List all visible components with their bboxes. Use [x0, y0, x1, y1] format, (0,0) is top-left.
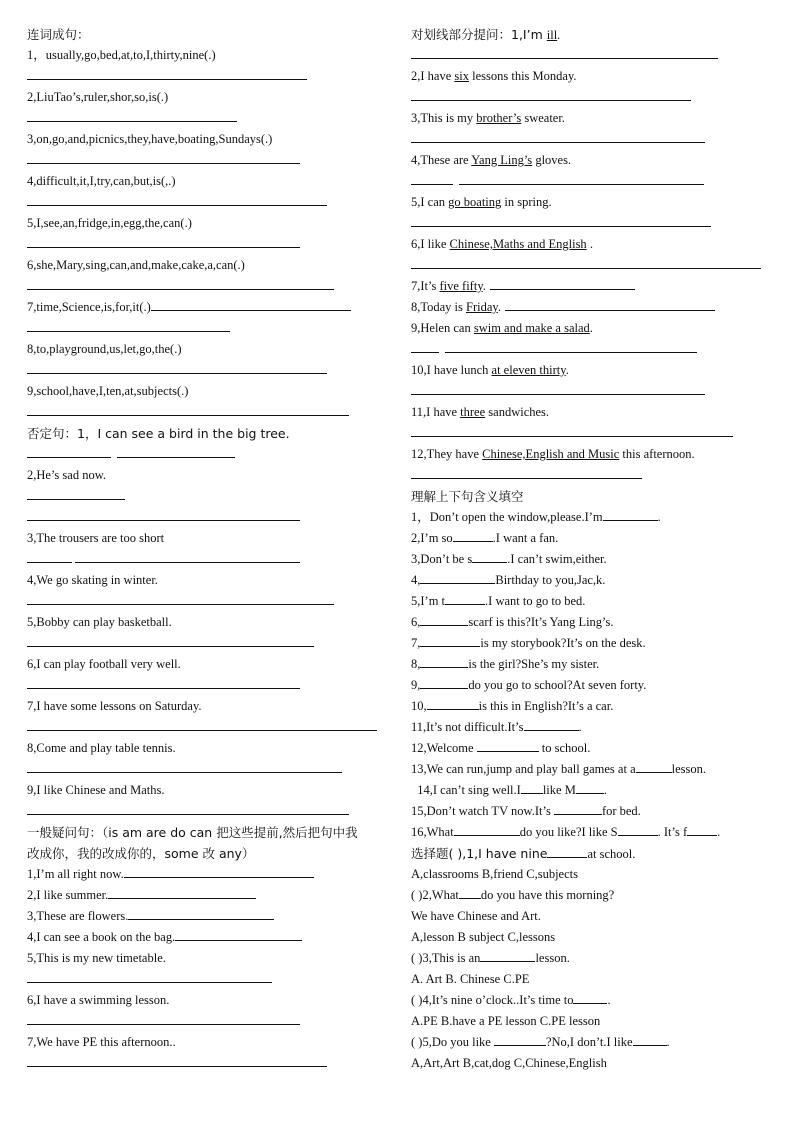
- exercise-item: 3,These are flowers.: [27, 909, 129, 923]
- exercise-text: 12,Welcome: [411, 741, 477, 755]
- answer-blank[interactable]: [411, 213, 711, 227]
- underlined-part: at eleven thirty: [491, 363, 566, 377]
- answer-blank[interactable]: [108, 885, 256, 899]
- left-column: [27, 24, 387, 1074]
- answer-blank[interactable]: [27, 150, 300, 164]
- answer-blank[interactable]: [427, 696, 479, 710]
- exercise-item: 7,We have PE this afternoon..: [27, 1035, 176, 1049]
- answer-blank[interactable]: [151, 297, 351, 311]
- exercise-text: ( )2,What: [411, 888, 459, 902]
- exercise-item: 6,I have a swimming lesson.: [27, 993, 170, 1007]
- answer-blank[interactable]: [175, 927, 302, 941]
- answer-blank[interactable]: [27, 507, 300, 521]
- exercise-text: 9,Helen can: [411, 321, 474, 335]
- exercise-text: do you have this morning?: [480, 888, 615, 902]
- exercise-text: 8,: [411, 657, 421, 671]
- exercise-item: 3,on,go,and,picnics,they,have,boating,Sundays(.): [27, 132, 273, 146]
- exercise-item: 9,school,have,I,ten,at,subjects(.): [27, 384, 189, 398]
- exercise-text: is my storybook?It’s on the desk.: [480, 636, 646, 650]
- answer-blank[interactable]: [27, 192, 327, 206]
- exercise-text: to school.: [538, 741, 591, 755]
- answer-blank[interactable]: [27, 402, 349, 416]
- exercise-text: 5,I’m t: [411, 594, 446, 608]
- exercise-text: ( )4,It’s nine o’clock..It’s time to: [411, 993, 574, 1007]
- underlined-part: five fifty: [439, 279, 483, 293]
- exercise-text: 9,: [411, 678, 421, 692]
- exercise-text: 3,This is my: [411, 111, 477, 125]
- answer-blank[interactable]: [117, 444, 235, 458]
- section-title-yes-no-question: 一般疑问句：（is am are do can 把这些提前,然后把句中我: [27, 825, 358, 840]
- underlined-part: Chinese,Maths and English: [449, 237, 587, 251]
- answer-blank[interactable]: [420, 570, 495, 584]
- exercise-item: 4,We go skating in winter.: [27, 573, 158, 587]
- exercise-text: We have Chinese and Art.: [411, 909, 541, 923]
- answer-blank[interactable]: [618, 822, 658, 836]
- answer-blank[interactable]: [27, 591, 334, 605]
- answer-blank[interactable]: [27, 969, 272, 983]
- right-column: 对划线部分提问：1,I’m ill. 2,I have six lessons this Monday. 3,This is my brother’s sweater. 4,These are Yang Ling’s gloves. 5,I can go boating in spring. 6,I like Chinese,Maths and English . 7,It’s five fifty. 8,Today is Friday. 9,Helen can swim and make a salad. 10,I have lunch at eleven thirty. 11,I have three sandwiches. 12,They have Chinese,English and Music this afternoon. 理解上下句含义填空 1，Don’t open the window,please.I’m . 2,I’m so .I want a fan. 3,Don’t be s .I can’t swim,either. 4, Birthday to you,Jac,k. 5,I’m t .I want to go to bed. 6, scarf is this?It’s Yang Ling’s. 7, is my storybook?It’s on the desk. 8, is the girl?She’s my sister. 9, do you go to school?At seven forty. 10, is this in English?It’s a car. 11,It’s not difficult.It’s . 12,Welcome to school. 13,We can run,jump and play ball games at a lesson. 14,I can’t sing well.I like M . 15,Don’t watch TV now.It’s for bed. 16,What do you like?I like S . It’s f . 选择题( ),1,I have nine at school. A,classrooms B,friend C,subjects ( )2,What do you have this morning? We have Chinese and Art. A,lesson B subject C,lessons ( )3,This is an lesson. A. Art B. Chinese C.PE ( )4,It’s nine o’clock..It’s time to . A.PE B.have a PE lesson C.PE lesson ( )5,Do you like ?No,I don’t.I like . A,Art,Art B,cat,dog C,Chinese,English: [411, 24, 771, 1074]
- underlined-part: Friday: [466, 300, 498, 314]
- underlined-part: go boating: [448, 195, 502, 209]
- answer-blank[interactable]: [636, 759, 672, 773]
- exercise-text: sandwiches.: [485, 405, 550, 419]
- answer-blank[interactable]: [27, 444, 111, 458]
- exercise-text: gloves.: [532, 153, 572, 167]
- answer-blank[interactable]: [27, 675, 300, 689]
- exercise-item: 1，usually,go,bed,at,to,I,thirty,nine(.): [27, 48, 216, 62]
- exercise-text: .: [589, 321, 593, 335]
- section-title-negative: 否定句：1，I can see a bird in the big tree.: [27, 426, 290, 441]
- answer-blank[interactable]: [420, 633, 480, 647]
- answer-blank[interactable]: [27, 717, 377, 731]
- exercise-text: lessons this Monday.: [468, 69, 577, 83]
- exercise-text: 12,They have: [411, 447, 483, 461]
- exercise-text: ?No,I don’t.I like: [545, 1035, 633, 1049]
- exercise-text: 8,Today is: [411, 300, 467, 314]
- exercise-text: 3,Don’t be s: [411, 552, 473, 566]
- section-title-multiple-choice: 选择题( ),1,I have nine: [411, 846, 548, 861]
- answer-blank[interactable]: [505, 297, 715, 311]
- answer-blank[interactable]: [27, 318, 230, 332]
- exercise-item: 2,LiuTao’s,ruler,shor,so,is(.): [27, 90, 169, 104]
- answer-blank[interactable]: [27, 234, 300, 248]
- exercise-text: 13,We can run,jump and play ball games at a: [411, 762, 636, 776]
- exercise-item: 7,time,Science,is,for,it(.): [27, 300, 151, 314]
- answer-blank[interactable]: [27, 549, 72, 563]
- underlined-part: ill: [546, 28, 558, 42]
- answer-blank[interactable]: [687, 822, 717, 836]
- answer-blank[interactable]: [411, 255, 761, 269]
- exercise-text: .: [666, 1035, 670, 1049]
- exercise-text: in spring.: [501, 195, 552, 209]
- exercise-text: 11,It’s not difficult.It’s: [411, 720, 524, 734]
- exercise-item: 3,The trousers are too short: [27, 531, 165, 545]
- underlined-part: Chinese,English and Music: [482, 447, 620, 461]
- exercise-text: 4,: [411, 573, 421, 587]
- answer-blank[interactable]: [633, 1032, 667, 1046]
- answer-blank[interactable]: [411, 381, 705, 395]
- exercise-item: 4,difficult,it,I,try,can,but,is(,.): [27, 174, 176, 188]
- answer-blank[interactable]: [27, 801, 349, 815]
- exercise-item: 8,to,playground,us,let,go,the(.): [27, 342, 182, 356]
- answer-blank[interactable]: [411, 465, 642, 479]
- exercise-text: .: [497, 300, 501, 314]
- exercise-text: .: [607, 993, 611, 1007]
- section-title-context-fill: 理解上下句含义填空: [411, 489, 524, 504]
- exercise-text: 7,It’s: [411, 279, 440, 293]
- exercise-text: . It’s f: [657, 825, 688, 839]
- exercise-item: 2,I like summer.: [27, 888, 109, 902]
- exercise-text: 2,I’m so: [411, 531, 453, 545]
- underlined-part: six: [454, 69, 469, 83]
- exercise-item: 4,I can see a book on the bag.: [27, 930, 176, 944]
- answer-blank[interactable]: [554, 801, 602, 815]
- answer-blank[interactable]: [27, 108, 237, 122]
- answer-blank[interactable]: [480, 948, 535, 962]
- choice-options: A. Art B. Chinese C.PE: [411, 972, 530, 986]
- answer-blank[interactable]: [459, 171, 704, 185]
- exercise-text: 16,What: [411, 825, 454, 839]
- exercise-text: .I want a fan.: [492, 531, 559, 545]
- exercise-item: 5,I,see,an,fridge,in,egg,the,can(.): [27, 216, 192, 230]
- choice-options: A,Art,Art B,cat,dog C,Chinese,English: [411, 1056, 607, 1070]
- answer-blank[interactable]: [411, 129, 705, 143]
- answer-blank[interactable]: [411, 171, 453, 185]
- section-title-question-underlined: 对划线部分提问：1,I’m: [411, 27, 547, 42]
- answer-blank[interactable]: [573, 990, 607, 1004]
- answer-blank[interactable]: [494, 1032, 546, 1046]
- exercise-text: do you like?I like S: [519, 825, 618, 839]
- exercise-item: 7,I have some lessons on Saturday.: [27, 699, 202, 713]
- underlined-part: three: [460, 405, 486, 419]
- exercise-text: 6,: [411, 615, 421, 629]
- exercise-text: this afternoon.: [619, 447, 695, 461]
- answer-blank[interactable]: [490, 276, 635, 290]
- exercise-text: do you go to school?At seven forty.: [468, 678, 647, 692]
- choice-options: A,classrooms B,friend C,subjects: [411, 867, 578, 881]
- exercise-text: Birthday to you,Jac,k.: [495, 573, 606, 587]
- exercise-item: 9,I like Chinese and Maths.: [27, 783, 165, 797]
- answer-blank[interactable]: [547, 844, 587, 858]
- exercise-text: 7,: [411, 636, 421, 650]
- answer-blank[interactable]: [27, 633, 314, 647]
- answer-blank[interactable]: [603, 507, 658, 521]
- answer-blank[interactable]: [27, 486, 125, 500]
- exercise-text: is this in English?It’s a car.: [478, 699, 614, 713]
- exercise-text: at school.: [587, 847, 636, 861]
- answer-blank[interactable]: [472, 549, 507, 563]
- answer-blank[interactable]: [27, 66, 307, 80]
- exercise-text: sweater.: [521, 111, 565, 125]
- answer-blank[interactable]: [576, 780, 604, 794]
- answer-blank[interactable]: [459, 885, 481, 899]
- answer-blank[interactable]: [420, 675, 468, 689]
- exercise-text: .I want to go to bed.: [485, 594, 586, 608]
- exercise-item: 6,I can play football very well.: [27, 657, 181, 671]
- answer-blank[interactable]: [411, 45, 718, 59]
- exercise-text: like M: [542, 783, 576, 797]
- exercise-text: scarf is this?It’s Yang Ling’s.: [468, 615, 614, 629]
- underlined-part: Yang Ling’s: [471, 153, 533, 167]
- answer-blank[interactable]: [411, 423, 733, 437]
- answer-blank[interactable]: [124, 864, 314, 878]
- section-note: 改成你，我的改成你的，some 改 any）: [27, 846, 255, 861]
- answer-blank[interactable]: [411, 339, 439, 353]
- exercise-text: .: [565, 363, 569, 377]
- answer-blank[interactable]: [27, 276, 334, 290]
- exercise-text: 11,I have: [411, 405, 461, 419]
- exercise-text: is the girl?She’s my sister.: [468, 657, 600, 671]
- exercise-text: 2,I have: [411, 69, 455, 83]
- exercise-text: 10,: [411, 699, 427, 713]
- choice-options: A.PE B.have a PE lesson C.PE lesson: [411, 1014, 601, 1028]
- exercise-text: ( )5,Do you like: [411, 1035, 494, 1049]
- answer-blank[interactable]: [521, 780, 543, 794]
- answer-blank[interactable]: [27, 759, 342, 773]
- exercise-text: 10,I have lunch: [411, 363, 492, 377]
- answer-blank[interactable]: [453, 528, 493, 542]
- answer-blank[interactable]: [445, 339, 697, 353]
- exercise-text: .I can’t swim,either.: [507, 552, 607, 566]
- section-title-sentence-building: 连词成句：: [27, 27, 90, 42]
- answer-blank[interactable]: [75, 549, 300, 563]
- exercise-text: .: [586, 237, 593, 251]
- exercise-text: 4,These are: [411, 153, 472, 167]
- answer-blank[interactable]: [27, 1053, 327, 1067]
- answer-blank[interactable]: [454, 822, 520, 836]
- exercise-text: 15,Don’t watch TV now.It’s: [411, 804, 554, 818]
- answer-blank[interactable]: [477, 738, 539, 752]
- choice-options: A,lesson B subject C,lessons: [411, 930, 556, 944]
- exercise-text: 14,I can’t sing well.I: [417, 783, 521, 797]
- answer-blank[interactable]: [128, 906, 274, 920]
- answer-blank[interactable]: [27, 360, 327, 374]
- underlined-part: swim and make a salad: [473, 321, 590, 335]
- exercise-text: lesson.: [535, 951, 570, 965]
- answer-blank[interactable]: [420, 654, 468, 668]
- answer-blank[interactable]: [27, 1011, 300, 1025]
- exercise-item: 2,He’s sad now.: [27, 468, 107, 482]
- exercise-item: 1,I’m all right now.: [27, 867, 124, 881]
- exercise-text: lesson.: [671, 762, 706, 776]
- answer-blank[interactable]: [411, 87, 691, 101]
- underlined-part: brother’s: [476, 111, 522, 125]
- exercise-text: for bed.: [601, 804, 641, 818]
- exercise-item: 5,Bobby can play basketball.: [27, 615, 172, 629]
- answer-blank[interactable]: [445, 591, 485, 605]
- exercise-item: 6,she,Mary,sing,can,and,make,cake,a,can(.): [27, 258, 245, 272]
- exercise-text: ( )3,This is an: [411, 951, 481, 965]
- exercise-text: 1，Don’t open the window,please.I’m: [411, 510, 603, 524]
- exercise-text: 5,I can: [411, 195, 449, 209]
- exercise-text: 6,I like: [411, 237, 450, 251]
- answer-blank[interactable]: [420, 612, 468, 626]
- exercise-item: 5,This is my new timetable.: [27, 951, 166, 965]
- exercise-item: 8,Come and play table tennis.: [27, 741, 176, 755]
- answer-blank[interactable]: [524, 717, 579, 731]
- exercise-text: .: [482, 279, 486, 293]
